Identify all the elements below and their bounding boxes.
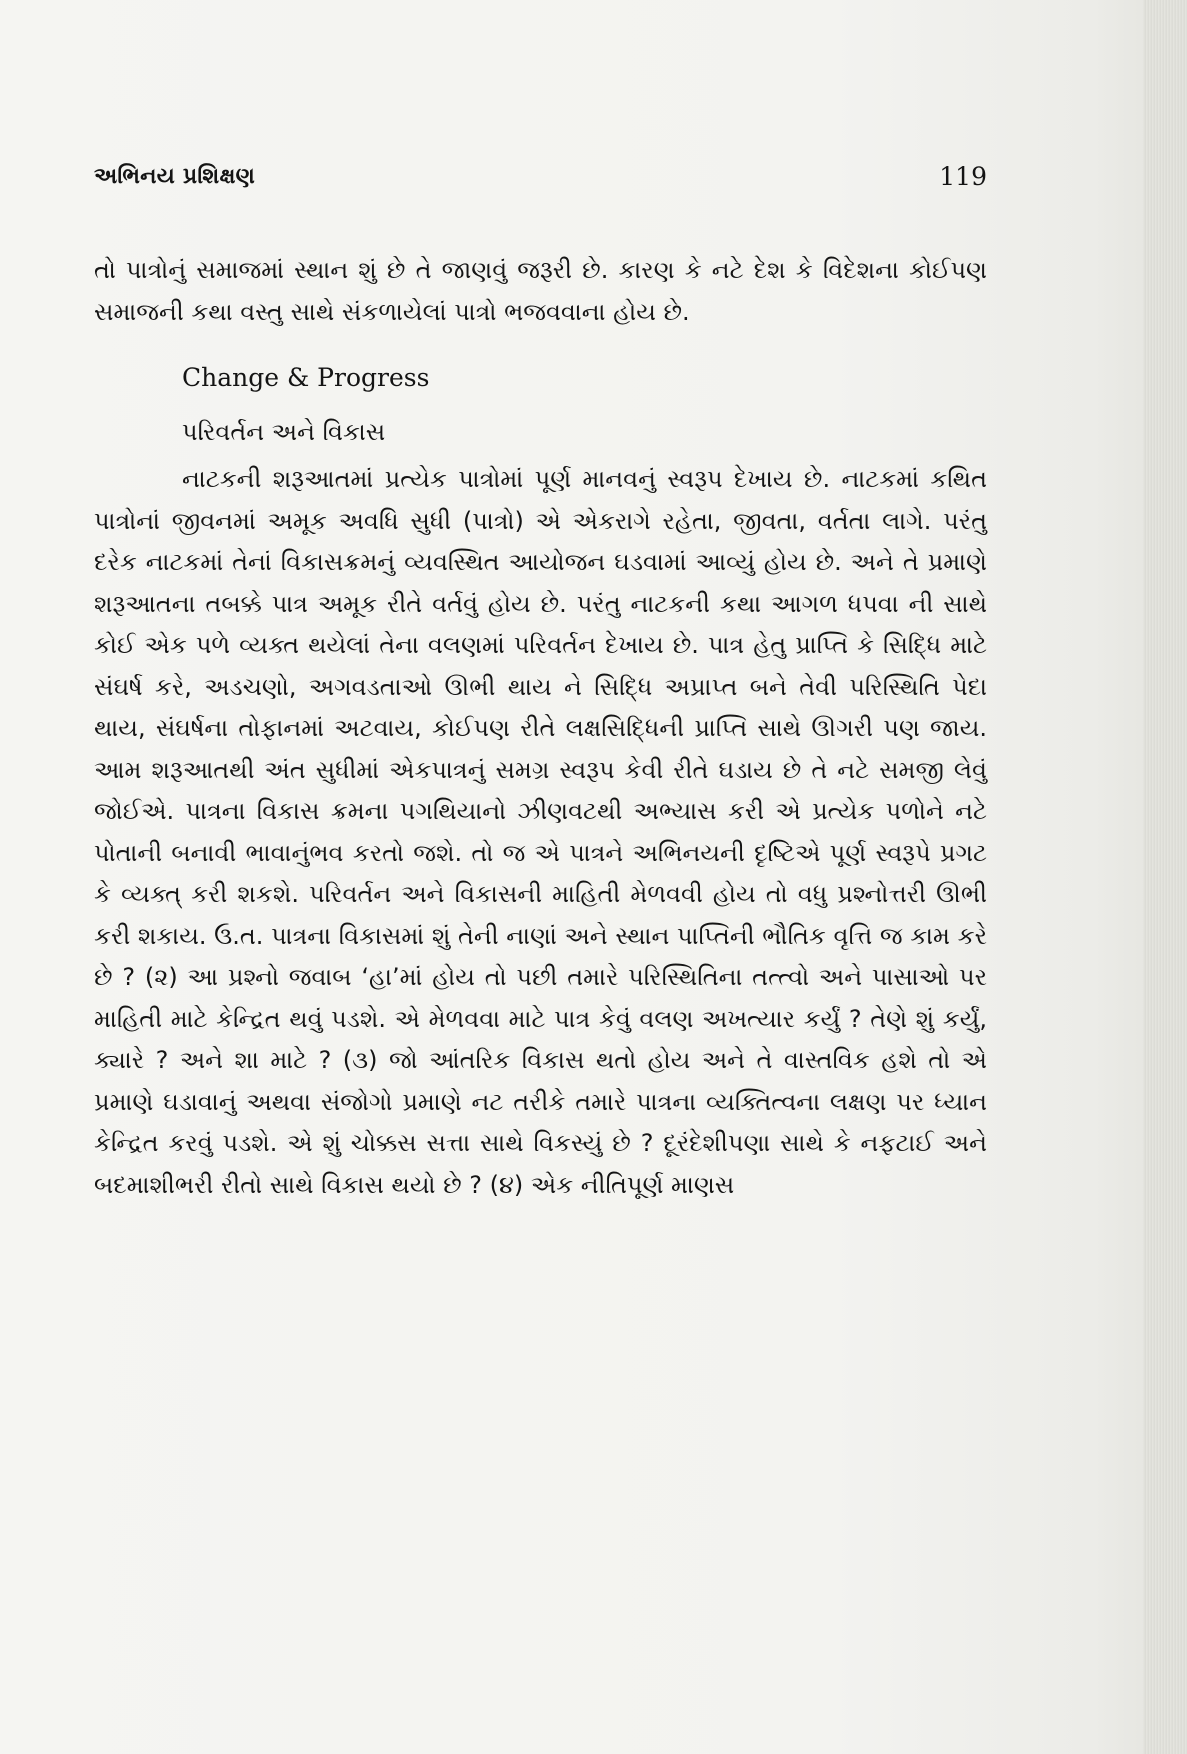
section-heading-gujarati: પરિવર્તન અને વિકાસ [182,418,386,446]
section-heading-english: Change & Progress [182,363,430,392]
running-title: અભિનય પ્રશિક્ષણ [94,164,256,189]
page-number: 119 [939,162,987,191]
page-body [94,250,987,1206]
opening-paragraph: તો પાત્રોનું સમાજમાં સ્થાન શું છે તે જાણવું જરૂરી છે. કારણ કે નટે દેશ કે વિદેશના કોઈપણ સમાજની કથા વસ્તુ સાથે સંકળાયેલાં પાત્રો ભજવવાના હોય છે. [94,256,987,326]
page-header [94,160,987,200]
page-stack-edge [1143,0,1187,1754]
paragraph-spacer [94,333,987,347]
main-paragraph: નાટકની શરૂઆતમાં પ્રત્યેક પાત્રોમાં પૂર્ણ માનવનું સ્વરૂપ દેખાય છે. નાટકમાં કથિત પાત્રોનાં જીવનમાં અમૂક અવધિ સુધી (પાત્રો) એ એકરાગે રહેતા, જીવતા, વર્તતા લાગે. પરંતુ દરેક નાટકમાં તેનાં વિકાસક્રમનું વ્યવસ્થિત આયોજન ઘડવામાં આવ્યું હોય છે. અને તે પ્રમાણે શરૂઆતના તબક્કે પાત્ર અમૂક રીતે વર્તવું હોય છે. પરંતુ નાટકની કથા આગળ ધપવા ની સાથે કોઈ એક પળે વ્યક્ત થયેલાં તેના વલણમાં પરિવર્તન દેખાય છે. પાત્ર હેતુ પ્રાપ્તિ કે સિદ્ધિ માટે સંઘર્ષ કરે, અડચણો, અગવડતાઓ ઊભી થાય ને સિદ્ધિ અપ્રાપ્ત બને તેવી પરિસ્થિતિ પેદા થાય, સંઘર્ષના તોફાનમાં અટવાય, કોઈપણ રીતે લક્ષસિદ્ધિની પ્રાપ્તિ સાથે ઊગરી પણ જાય. આમ શરૂઆતથી અંત સુધીમાં એકપાત્રનું સમગ્ર સ્વરૂપ કેવી રીતે ઘડાય છે તે નટે સમજી લેવું જોઈએ. પાત્રના વિકાસ ક્રમના પગથિયાનો ઝીણવટથી અભ્યાસ કરી એ પ્રત્યેક પળોને નટે પોતાની બનાવી ભાવાનુંભવ કરતો જશે. તો જ એ પાત્રને અભિનયની દૃષ્ટિએ પૂર્ણ સ્વરૂપે પ્રગટ કે વ્યક્ત્ કરી શકશે. પરિવર્તન અને વિકાસની માહિતી મેળવવી હોય તો વધુ પ્રશ્નોત્તરી ઊભી કરી શકાય. ઉ.ત. પાત્રના વિકાસમાં શું તેની નાણાં અને સ્થાન પાપ્તિની ભૌતિક વૃત્તિ જ કામ કરે છે ? (૨) આ પ્રશ્નો જવાબ ‘હા’માં હોય તો પછી તમારે પરિસ્થિતિના તત્ત્વો અને પાસાઓ પર માહિતી માટે કેન્દ્રિત થવું પડશે. એ મેળવવા માટે પાત્ર કેવું વલણ અખત્યાર કર્યું ? તેણે શું કર્યું, ક્યારે ? અને શા માટે ? (૩) જો આંતરિક વિકાસ થતો હોય અને તે વાસ્તવિક હશે તો એ પ્રમાણે ઘડાવાનું અથવા સંજોગો પ્રમાણે નટ તરીકે તમારે પાત્રના વ્યક્તિત્વના લક્ષણ પર ધ્યાન કેન્દ્રિત કરવું પડશે. એ શું ચોક્કસ સત્તા સાથે વિકસ્યું છે ? દૂરંદેશીપણા સાથે કે નફટાઈ અને બદમાશીભરી રીતો સાથે વિકાસ થયો છે ? (૪) એક નીતિપૂર્ણ માણસ [94,465,987,1199]
